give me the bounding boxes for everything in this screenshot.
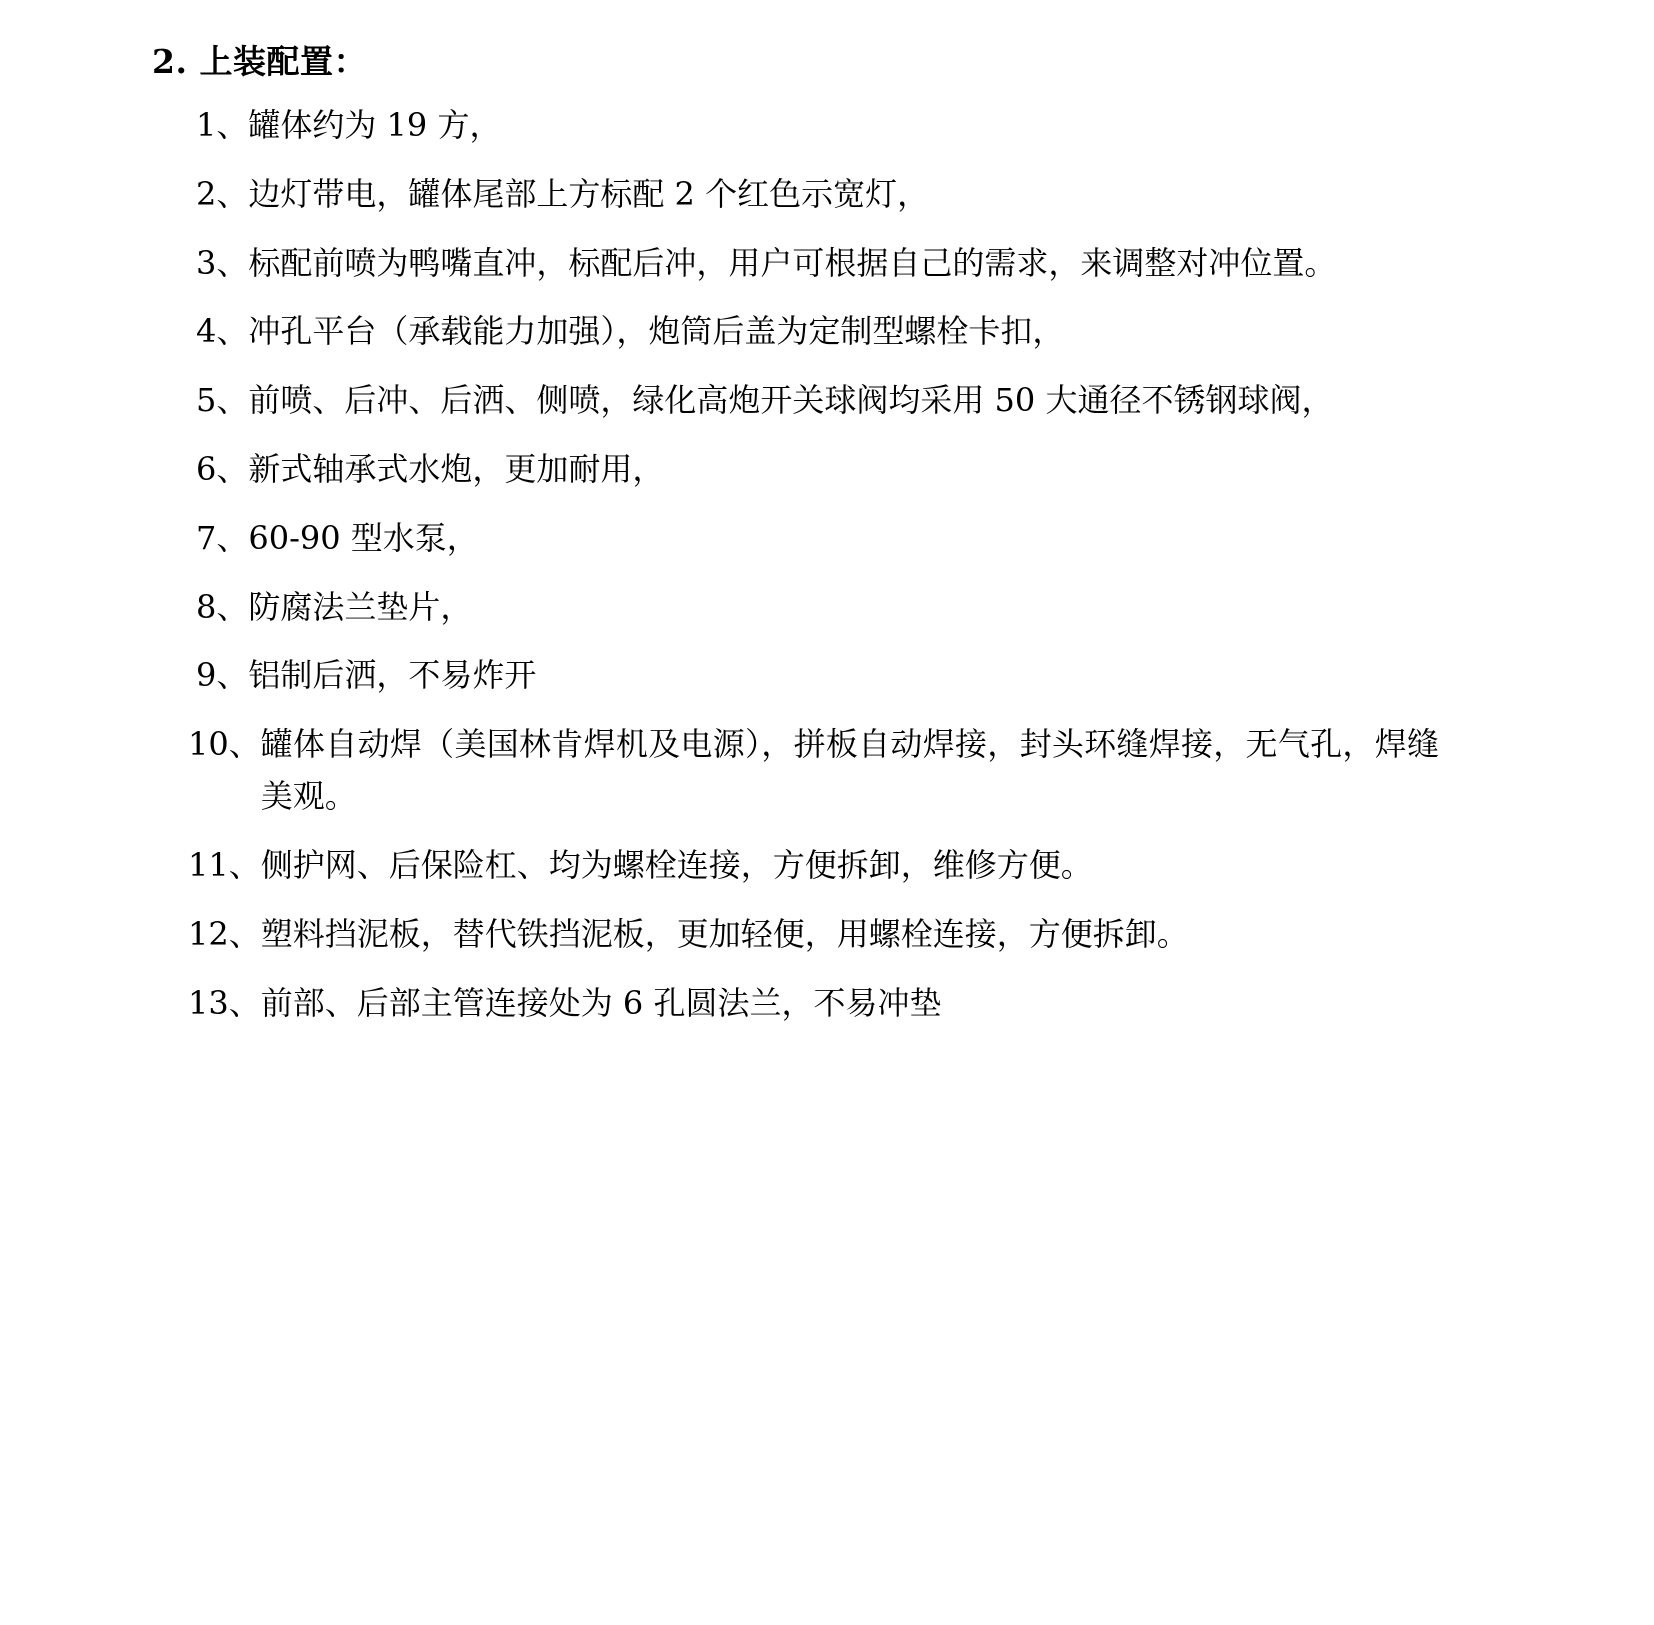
list-item bbox=[196, 375, 1439, 427]
list-item-marker: 11、 bbox=[188, 845, 261, 884]
list-item bbox=[188, 719, 1439, 823]
list-item-text: 前部、后部主管连接处为 6 孔圆法兰，不易冲垫 bbox=[260, 983, 942, 1022]
list-item-marker: 9、 bbox=[196, 656, 249, 695]
list-item-text: 防腐法兰垫片， bbox=[248, 587, 473, 626]
list-item-text: 侧护网、后保险杠、均为螺栓连接，方便拆卸，维修方便。 bbox=[260, 845, 1093, 884]
list-item-marker: 13、 bbox=[188, 983, 261, 1022]
list-item bbox=[196, 582, 1439, 634]
list-item-marker: 8、 bbox=[196, 587, 249, 626]
list-item-marker: 2、 bbox=[196, 174, 249, 213]
list-item bbox=[188, 978, 1439, 1030]
list-item-text: 60-90 型水泵， bbox=[248, 518, 479, 557]
list-item-text: 前喷、后冲、后洒、侧喷，绿化高炮开关球阀均采用 50 大通径不锈钢球阀， bbox=[248, 381, 1334, 420]
list-item bbox=[188, 909, 1439, 961]
list-item bbox=[196, 306, 1439, 358]
section-heading: 2. 上装配置： bbox=[152, 42, 367, 81]
list-item-marker: 10、 bbox=[188, 725, 261, 764]
list-item bbox=[188, 840, 1439, 892]
list-item-marker: 6、 bbox=[196, 449, 249, 488]
list-item-text: 罐体约为 19 方， bbox=[248, 105, 502, 144]
list-item-marker: 5、 bbox=[196, 381, 249, 420]
list-item-text: 新式轴承式水炮，更加耐用， bbox=[248, 449, 665, 488]
list-item-text: 罐体自动焊（美国林肯焊机及电源），拼板自动焊接，封头环缝焊接，无气孔，焊缝美观。 bbox=[260, 725, 1439, 816]
list-item-marker: 3、 bbox=[196, 243, 249, 282]
list-item-text: 边灯带电，罐体尾部上方标配 2 个红色示宽灯， bbox=[248, 174, 930, 213]
list-item bbox=[196, 100, 1439, 152]
list-item-marker: 12、 bbox=[188, 914, 261, 953]
list-item-marker: 4、 bbox=[196, 312, 249, 351]
list-item bbox=[196, 238, 1439, 290]
list-item bbox=[196, 169, 1439, 221]
list-item-text: 冲孔平台（承载能力加强），炮筒后盖为定制型螺栓卡扣， bbox=[248, 312, 1065, 351]
list-item-text: 铝制后洒，不易炸开 bbox=[248, 656, 537, 695]
list-item-text: 塑料挡泥板，替代铁挡泥板，更加轻便，用螺栓连接，方便拆卸。 bbox=[260, 914, 1189, 953]
list-item-marker: 1、 bbox=[196, 105, 249, 144]
list-item bbox=[196, 444, 1439, 496]
list-item-marker: 7、 bbox=[196, 518, 249, 557]
list-item bbox=[196, 513, 1439, 565]
list-item-text: 标配前喷为鸭嘴直冲，标配后冲，用户可根据自己的需求，来调整对冲位置。 bbox=[248, 243, 1337, 282]
list-item bbox=[196, 650, 1439, 702]
